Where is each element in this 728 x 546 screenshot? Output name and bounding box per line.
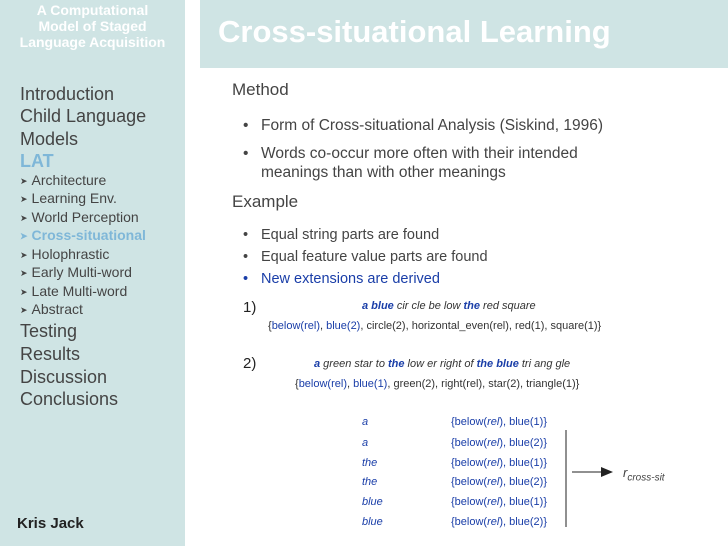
meaning-part: below(rel) — [298, 378, 347, 390]
nav-item-testing[interactable]: Testing — [20, 321, 78, 341]
meaning-part: ), blue(2)} — [499, 437, 548, 449]
author-name: Kris Jack — [17, 515, 84, 532]
meaning-part: {below( — [451, 496, 488, 508]
utterance-part: red square — [480, 300, 536, 312]
result-label — [623, 465, 665, 484]
table-row-word: blue — [362, 496, 383, 508]
meaning-part: ), blue(1)} — [499, 457, 548, 469]
meaning-part: rel — [487, 496, 500, 508]
example-2-number: 2) — [243, 355, 257, 372]
bullet-icon: • — [243, 249, 249, 265]
example-heading: Example — [232, 192, 299, 211]
method-bullet-2-continuation: meanings than with other meanings — [261, 164, 506, 181]
meaning-part: rel — [487, 416, 500, 428]
example-1-number: 1) — [243, 299, 257, 316]
arrow-right-icon: ➤ — [20, 176, 28, 186]
bullet-icon: • — [243, 227, 249, 243]
nav-item-introduction[interactable]: Introduction — [20, 84, 115, 104]
nav-item-conclusions[interactable]: Conclusions — [20, 389, 119, 409]
subnav-label: Late Multi-word — [31, 283, 128, 299]
meaning-part: rel — [487, 476, 500, 488]
meaning-part: ), blue(1)} — [499, 496, 548, 508]
slide-title: Cross-situational Learning — [218, 14, 611, 49]
subnav-label: Early Multi-word — [31, 264, 132, 280]
meaning-part: rel — [487, 516, 500, 528]
utterance-part: the blue — [476, 358, 519, 370]
arrow-right-icon: ➤ — [20, 194, 28, 204]
arrow-right-icon: ➤ — [20, 268, 28, 278]
utterance-part: a — [314, 358, 321, 370]
result-subscript: cross-sit — [627, 472, 665, 484]
meaning-part: {below( — [451, 437, 488, 449]
subnav-label: World Perception — [31, 209, 139, 225]
subnav-label: Abstract — [31, 301, 83, 317]
meaning-part: blue(1) — [353, 378, 388, 390]
utterance-part: cir cle be low — [393, 300, 464, 312]
presentation-title-line-1: A Computational — [36, 2, 149, 18]
nav-item-child-language[interactable]: Child Language — [20, 106, 147, 126]
arrow-right-icon: ➤ — [20, 213, 28, 223]
meaning-part: below(rel) — [271, 320, 320, 332]
utterance-part: low er right of — [404, 358, 477, 370]
subnav-label: Architecture — [31, 172, 107, 188]
meaning-part: rel — [487, 457, 500, 469]
bullet-text: Equal feature value parts are found — [261, 249, 488, 265]
subnav-label: Learning Env. — [31, 190, 117, 206]
utterance-part: tri ang gle — [518, 358, 571, 370]
meaning-part: rel — [487, 437, 500, 449]
utterance-part: a blue — [362, 300, 394, 312]
bullet-icon: • — [243, 145, 249, 162]
meaning-part: ), blue(2)} — [499, 476, 548, 488]
arrow-right-icon: ➤ — [20, 231, 28, 241]
arrow-right-icon: ➤ — [20, 305, 28, 315]
meaning-part: blue(2) — [326, 320, 361, 332]
bullet-text: Form of Cross-situational Analysis (Siskind, 1996) — [261, 117, 603, 134]
presentation-title-line-3: Language Acquisition — [19, 34, 166, 50]
subnav-label: Holophrastic — [31, 246, 110, 262]
arrow-right-icon: ➤ — [20, 250, 28, 260]
meaning-part: { — [295, 378, 299, 390]
subnav-label: Cross-situational — [31, 227, 146, 243]
meaning-part: , green(2), right(rel), star(2), triangle(1)} — [387, 378, 580, 390]
table-row-word: the — [362, 476, 378, 488]
method-heading: Method — [232, 80, 289, 99]
meaning-part: {below( — [451, 457, 488, 469]
table-row-word: a — [362, 437, 369, 449]
meaning-part: ), blue(1)} — [499, 416, 548, 428]
table-row-word: the — [362, 457, 378, 469]
meaning-part: {below( — [451, 416, 488, 428]
bullet-icon: • — [243, 117, 249, 134]
presentation-title-line-2: Model of Staged — [38, 18, 147, 34]
result-symbol: r — [623, 465, 628, 480]
bullet-text: Words co-occur more often with their intended — [261, 145, 578, 162]
nav-item-discussion[interactable]: Discussion — [20, 367, 108, 387]
meaning-part: , — [346, 378, 354, 390]
bullet-text: Equal string parts are found — [261, 227, 440, 243]
utterance-part: green star to — [320, 358, 388, 370]
utterance-part: the — [463, 300, 480, 312]
meaning-part: , — [319, 320, 327, 332]
table-row-word: a — [362, 416, 369, 428]
nav-item-lat[interactable]: LAT — [20, 151, 54, 171]
bullet-icon: • — [243, 271, 249, 287]
arrow-right-icon: ➤ — [20, 287, 28, 297]
meaning-part: , circle(2), horizontal_even(rel), red(1), square(1)} — [360, 320, 602, 332]
meaning-part: {below( — [451, 516, 488, 528]
utterance-part: the — [388, 358, 405, 370]
nav-item-models[interactable]: Models — [20, 129, 79, 149]
meaning-part: {below( — [451, 476, 488, 488]
table-row-word: blue — [362, 516, 383, 528]
meaning-part: { — [268, 320, 272, 332]
meaning-part: ), blue(2)} — [499, 516, 548, 528]
arrow-right-icon — [601, 467, 613, 477]
nav-item-results[interactable]: Results — [20, 344, 81, 364]
bullet-text: New extensions are derived — [261, 271, 440, 287]
